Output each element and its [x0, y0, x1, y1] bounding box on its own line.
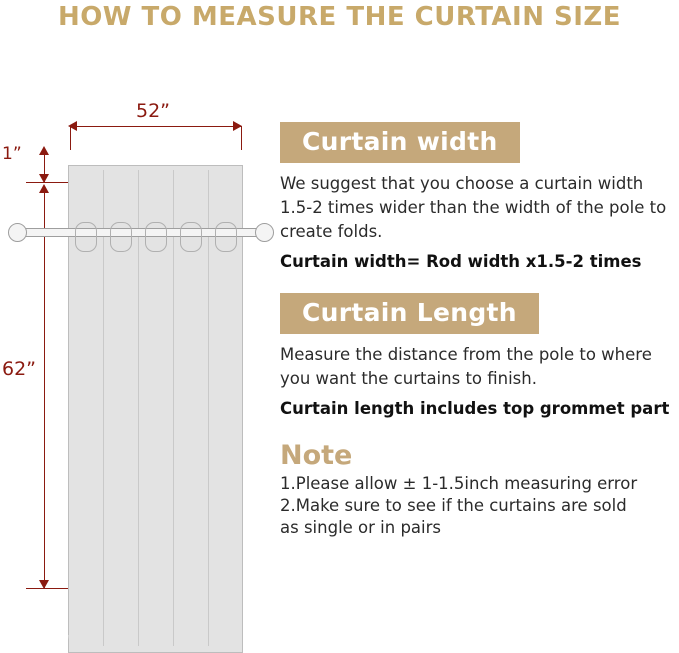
instructions-column	[280, 122, 679, 539]
grommet-icon	[75, 222, 97, 252]
curtain-fold	[208, 170, 209, 646]
grommet-arrow-up-icon	[39, 146, 49, 155]
curtain-diagram	[0, 70, 280, 610]
section-heading-width-wrap	[280, 122, 679, 163]
curtain-fold	[138, 170, 139, 646]
length-arrow-up-icon	[39, 184, 49, 193]
section-emphasis-curtain-width: Curtain width= Rod width x1.5-2 times	[280, 251, 642, 271]
note-heading: Note	[280, 439, 353, 471]
grommet-icon	[110, 222, 132, 252]
section-body-curtain-length: Measure the distance from the pole to where you want the curtains to finish.	[280, 344, 652, 388]
section-heading-length-wrap	[280, 293, 679, 334]
rod-finial-right-icon	[255, 223, 274, 242]
grommet-icon	[180, 222, 202, 252]
curtain-hem	[68, 635, 243, 653]
width-tick-left	[70, 126, 71, 150]
width-dimension-label: 52”	[136, 100, 171, 122]
note-line-2: 2.Make sure to see if the curtains are sold	[280, 495, 627, 515]
grommet-icon	[145, 222, 167, 252]
rod-finial-left-icon	[8, 223, 27, 242]
grommet-tick-line	[26, 182, 70, 183]
length-dimension-label: 62”	[2, 358, 37, 380]
section-heading-curtain-width: Curtain width	[280, 122, 520, 163]
grommet-dimension-label: 1”	[2, 144, 22, 164]
section-emphasis-curtain-length: Curtain length includes top grommet part	[280, 398, 670, 418]
length-dimension-line	[44, 188, 45, 588]
note-line-1: 1.Please allow ± 1-1.5inch measuring error	[280, 473, 638, 493]
page-title: HOW TO MEASURE THE CURTAIN SIZE	[57, 2, 622, 32]
curtain-fold	[103, 170, 104, 646]
grommet-icon	[215, 222, 237, 252]
section-heading-curtain-length: Curtain Length	[280, 293, 539, 334]
curtain-fold	[173, 170, 174, 646]
note-line-3: as single or in pairs	[280, 518, 442, 538]
width-dimension-line	[70, 126, 242, 127]
section-body-curtain-width: We suggest that you choose a curtain width 1.5-2 times wider than the width of the pole to create folds.	[280, 174, 667, 241]
length-bottom-tick-line	[26, 588, 70, 589]
width-tick-right	[241, 126, 242, 150]
